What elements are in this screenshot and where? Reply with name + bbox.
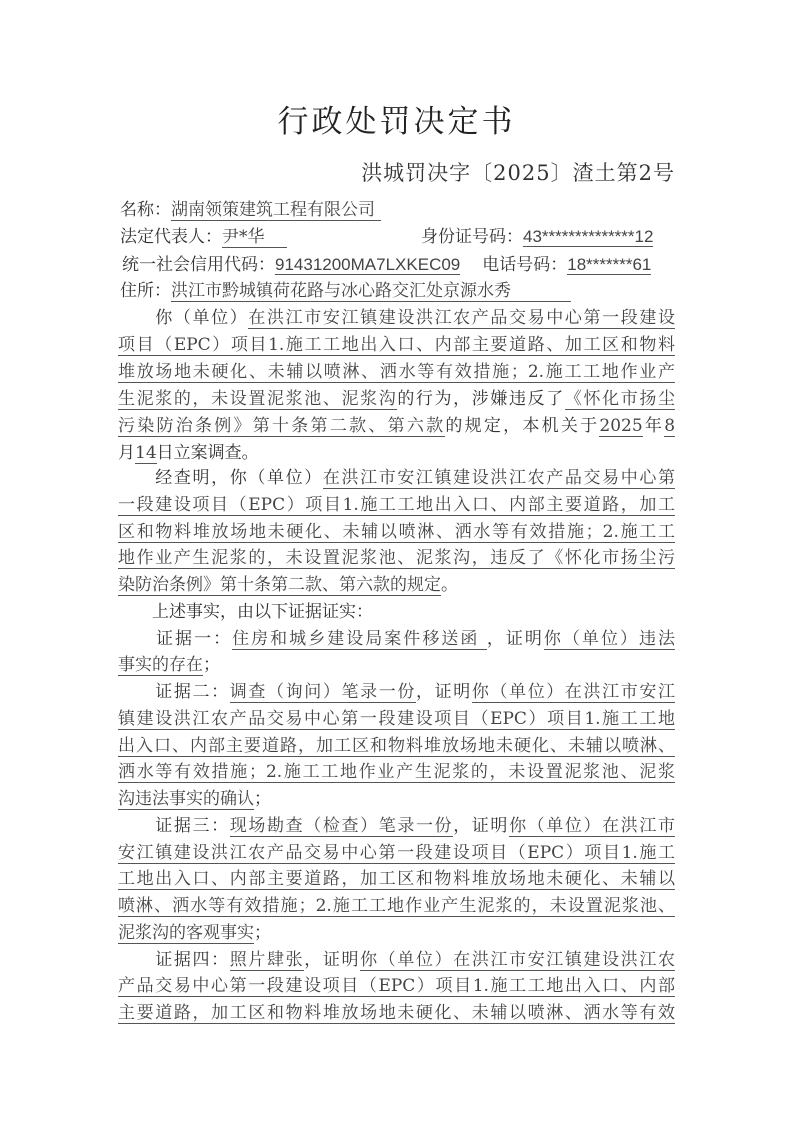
body-line (118, 386, 675, 412)
body-line (118, 733, 675, 759)
underlined-text: 14 (135, 443, 157, 463)
body-line (118, 572, 675, 598)
credit-code-field (122, 252, 460, 278)
name-field (120, 197, 381, 223)
body-line (118, 866, 675, 892)
underlined-text: 污染防治条例》第十条第二款、第六款 (118, 416, 446, 436)
body-line (118, 440, 675, 466)
credit-code-label: 统一社会信用代码： (122, 255, 275, 275)
body-line (118, 413, 675, 439)
body-line (118, 840, 675, 866)
phone-label: 电话号码： (482, 255, 568, 275)
underlined-text: 出入口、内部主要道路，加工区和物料堆放场地未硬化、未辅以喷淋、 (118, 735, 675, 756)
underlined-text: 调查（询问）笔录一份 (229, 682, 416, 702)
underlined-text: 住房和城乡建设局案件移送函 (232, 628, 487, 649)
phone-field (482, 252, 651, 278)
body-line (118, 813, 675, 839)
body-text: ； (254, 922, 271, 943)
body-line (118, 599, 675, 625)
underlined-text: 在洪江市安江镇建设洪江农产品交易中心第一段建设 (248, 308, 676, 328)
underlined-text: 生泥浆的，未设置泥浆池、泥浆沟 (118, 389, 398, 409)
body-line (118, 1000, 675, 1026)
body-line (118, 305, 675, 331)
body-line (118, 706, 675, 732)
body-line (118, 359, 675, 385)
underlined-text: 项目（EPC）项目1.施工工地出入口、内部主要道路、加工区和物料 (118, 335, 675, 355)
address-field (120, 278, 571, 304)
body-text: 的规定，本机关于 (445, 416, 600, 436)
underlined-text: 喷淋、洒水等有效措施；2.施工工地作业产生泥浆的，未设置泥浆池、 (118, 896, 675, 916)
body-line (118, 786, 675, 812)
body-line (118, 947, 675, 973)
body-text: 证据四： (118, 949, 230, 970)
underlined-text: 你（单位）在洪江市 (509, 815, 676, 836)
body-line (118, 626, 675, 652)
underlined-text: 你（单位）在洪江市安江镇建设洪江农 (360, 949, 676, 970)
body-text: 上述事实，由以下证据证实： (118, 601, 373, 622)
body-text: 你（单位） (118, 308, 249, 328)
document-title: 行政处罚决定书 (277, 104, 516, 140)
underlined-text: 《怀化市扬尘 (564, 389, 676, 409)
underlined-text: 你（单位）在洪江市安江 (471, 682, 676, 702)
address-value: 洪江市黔城镇荷花路与冰心路交汇处京源水秀 (171, 281, 571, 302)
body-line (118, 652, 675, 678)
body-text: ，证明 (304, 949, 361, 970)
underlined-text: 现场勘查（检查）笔录一份 (229, 815, 454, 836)
id-number-value: 43**************12 (523, 227, 654, 246)
underlined-text: 区和物料堆放场地未硬化、未辅以喷淋、洒水等有效措施；2.施工工 (118, 521, 675, 542)
name-row (120, 197, 381, 223)
body-line (118, 465, 675, 491)
representative-field (120, 224, 405, 250)
underlined-text: 工地出入口、内部主要道路，加工区和物料堆放场地未硬化、未辅以 (118, 869, 675, 890)
name-value: 湖南领策建筑工程有限公司 (171, 200, 381, 221)
body-text: ，证明 (415, 682, 472, 702)
underlined-text: 镇建设洪江农产品交易中心第一段建设项目（EPC）项目1.施工工地 (118, 708, 675, 729)
underlined-text: 一段建设项目（EPC）项目1.施工工地出入口、内部主要道路，加工 (118, 494, 675, 515)
name-label: 名称： (120, 200, 171, 220)
underlined-text: 泥浆沟的客观事实 (118, 922, 254, 943)
body-line (118, 759, 675, 785)
body-text: ； (254, 789, 271, 809)
body-line (118, 679, 675, 705)
id-number-label: 身份证号码： (421, 227, 523, 247)
underlined-text: 你（单位）违法 (543, 628, 676, 649)
underlined-text: 在洪江市安江镇建设洪江农产品交易中心第 (322, 468, 675, 488)
representative-row (120, 224, 653, 250)
body-text: 证据三： (118, 815, 230, 836)
address-label: 住所： (120, 281, 171, 301)
body-text: 经查明，你（单位） (118, 468, 323, 488)
body-text: ，证明 (486, 628, 544, 649)
body-text: 证据二： (118, 682, 230, 702)
body-line (118, 332, 675, 358)
body-line (118, 893, 675, 919)
underlined-text: 产品交易中心第一段建设项目（EPC）项目1.施工工地出入口、内部 (118, 976, 675, 997)
credit-code-value: 91431200MA7LXKEC09 (275, 255, 461, 274)
phone-value: 18*******61 (567, 255, 652, 274)
underlined-text: 地作业产生泥浆的，未设置泥浆池、泥浆沟，违反了《怀化市扬尘污 (118, 548, 675, 569)
document-number: 洪城罚决字〔2025〕渣土第2号 (361, 161, 675, 185)
underlined-text: 事实的存在 (118, 655, 203, 676)
underlined-text: 8 (664, 416, 676, 436)
body-text: 月 (118, 443, 135, 463)
body-line (118, 519, 675, 545)
id-number-field (421, 224, 653, 250)
body-text: ； (203, 655, 220, 676)
body-line (118, 545, 675, 571)
underlined-text: 洒水等有效措施；2.施工工地作业产生泥浆的，未设置泥浆池、泥浆 (118, 762, 675, 783)
underlined-text: 沟违法事实的确认 (118, 789, 254, 809)
underlined-text: 安江镇建设洪江农产品交易中心第一段建设项目（EPC）项目1.施工 (118, 842, 675, 863)
underlined-text: 染防治条例》第十条第二款、第六款的规定 (118, 575, 441, 595)
underlined-text: 堆放场地未硬化、未辅以喷淋、洒水等有效措施；2.施工工地作业产 (118, 362, 675, 382)
underlined-text: 主要道路，加工区和物料堆放场地未硬化、未辅以喷淋、洒水等有效 (118, 1003, 675, 1023)
body-text: 年 (642, 416, 665, 436)
body-line (118, 920, 675, 946)
body-text: ，证明 (453, 815, 510, 836)
credit-row (122, 252, 651, 278)
body-line (118, 973, 675, 999)
underlined-text: 2025 (599, 416, 643, 436)
body-text: 日立案调查。 (156, 443, 259, 463)
body-text: 证据一： (118, 628, 233, 649)
underlined-text: 照片肆张 (229, 949, 305, 970)
body-text: 的行为，涉嫌违反了 (397, 389, 565, 409)
representative-value: 尹*华 (222, 227, 287, 248)
representative-label: 法定代表人： (120, 227, 222, 247)
body-line (118, 492, 675, 518)
body-text: 。 (441, 575, 458, 595)
address-row (120, 278, 571, 304)
